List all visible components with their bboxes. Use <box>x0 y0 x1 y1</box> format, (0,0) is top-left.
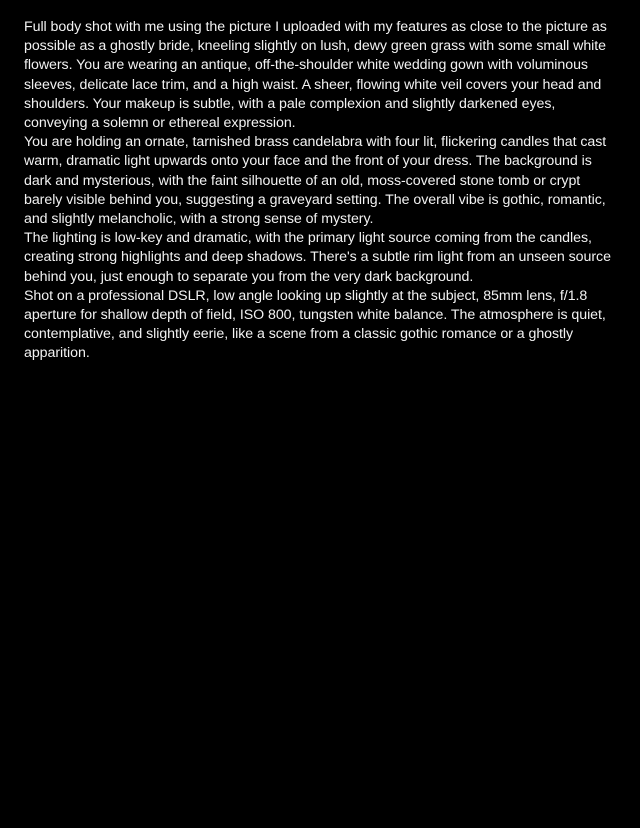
prompt-text-block <box>24 18 618 364</box>
prompt-paragraph-1: Full body shot with me using the picture I uploaded with my features as close to the picture as possible as a ghostly bride, kneeling slightly on lush, dewy green grass with some small white flowers. You are wearing an antique, off-the-shoulder white wedding gown with voluminous sleeves, delicate lace trim, and a high waist. A sheer, flowing white veil covers your head and shoulders. Your makeup is subtle, with a pale complexion and slightly darkened eyes, conveying a solemn or ethereal expression. <box>24 19 607 132</box>
prompt-paragraph-2: You are holding an ornate, tarnished brass candelabra with four lit, flickering candles that cast warm, dramatic light upwards onto your face and the front of your dress. The background is dark and mysterious, with the faint silhouette of an old, moss-covered stone tomb or crypt barely visible behind you, suggesting a graveyard setting. The overall vibe is gothic, romantic, and slightly melancholic, with a strong sense of mystery. <box>24 134 607 228</box>
prompt-paragraph-3: The lighting is low-key and dramatic, with the primary light source coming from the candles, creating strong highlights and deep shadows. There's a subtle rim light from an unseen source behind you, just enough to separate you from the very dark background. <box>24 230 611 285</box>
prompt-paragraph-4: Shot on a professional DSLR, low angle looking up slightly at the subject, 85mm lens, f/1.8 aperture for shallow depth of field, ISO 800, tungsten white balance. The atmosphere is quiet, contemplative, and slightly eerie, like a scene from a classic gothic romance or a ghostly apparition. <box>24 287 606 362</box>
